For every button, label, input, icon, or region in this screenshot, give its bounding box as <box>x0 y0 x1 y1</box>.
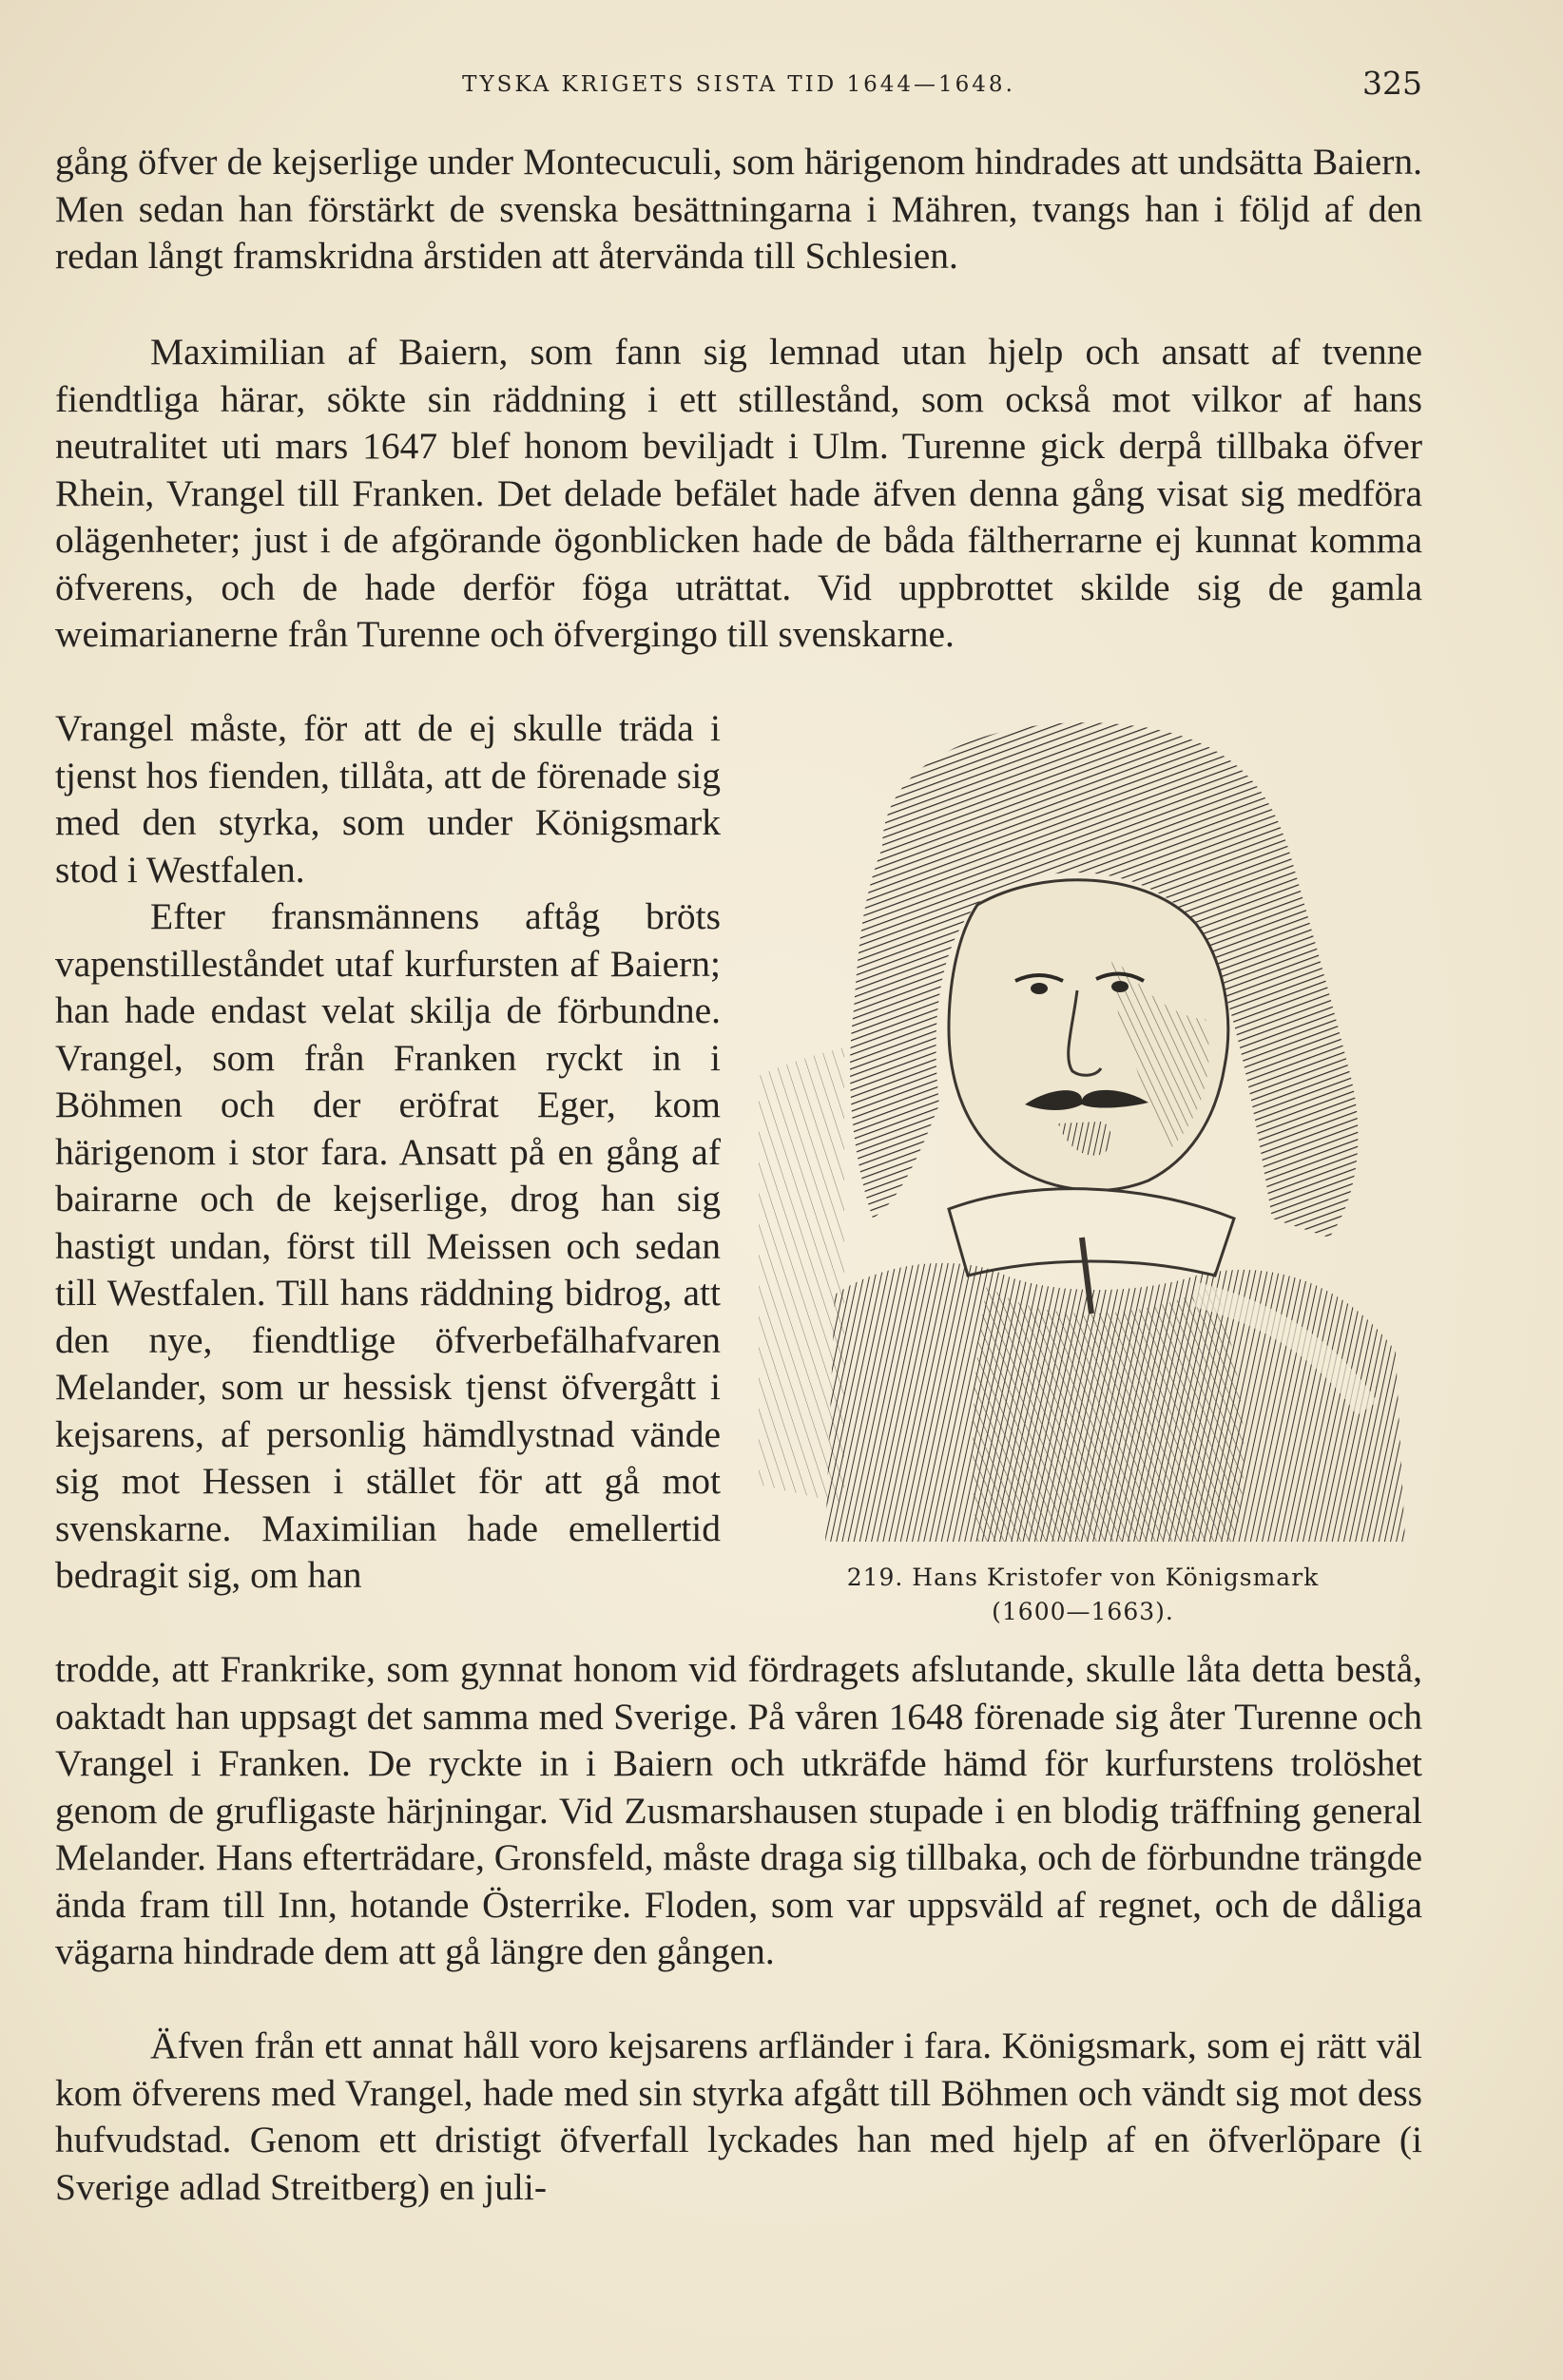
page-header <box>55 65 1422 103</box>
page-number: 325 <box>1362 65 1422 102</box>
paragraph-3-column: Efter fransmännens aftåg bröts vapenstilleståndet utaf kurfursten af Baiern; han hade endast velat skilja de förbundne. Vrangel, som från Franken ryckt in i Böhmen och der eröfrat Eger, kom härigenom i stor fara. Ansatt på en gång af bairarne och de kejserlige, drog han sig hastigt undan, först till Meissen och sedan till Westfalen. Till hans räddning bidrog, att den nye, fiendtlige öfverbefälhafvaren Melander, som ur hessisk tjenst öfvergått i kejsarens, af personlig hämdlystnad vände sig mot Hessen i stället för att gå mot svenskarne. Maximilian hade emellertid bedragit sig, om han <box>55 895 721 1596</box>
paragraph-4: Äfven från ett annat håll voro kejsarens arfländer i fara. Königsmark, som ej rätt väl kom öfverens med Vrangel, hade med sin styrka afgått till Böhmen och vändt sig mot dess hufvudstad. Genom ett dristigt öfverfall lyckades han med hjelp af en öfverlöpare (i Sverige adlad Streitberg) en juli- <box>55 2025 1422 2208</box>
running-title: TYSKA KRIGETS SISTA TID 1644—1648. <box>462 72 1015 97</box>
figure-caption <box>740 1561 1426 1629</box>
caption-dates: (1600—1663). <box>992 1598 1174 1625</box>
paragraph-1: gång öfver de kejserlige under Montecuculi, som härigenom hindrades att undsätta Baiern. Men sedan han förstärkt de svenska besättningarna i Mähren, tvangs han i följd af den redan långt framskridna årstiden att återvända till Schlesien. <box>55 141 1422 277</box>
caption-title: 219. Hans Kristofer von Königsmark <box>846 1564 1320 1591</box>
paragraph-2-continued: Vrangel måste, för att de ej skulle träda i tjenst hos fienden, tillåta, att de förenade sig med den styrka, som under Königsmark stod i Westfalen. <box>55 707 721 891</box>
paragraph-3-continued: trodde, att Frankrike, som gynnat honom vid fördragets afslutande, skulle låta detta bestå, oaktadt han uppsagt det samma med Sverige. På våren 1648 förenade sig åter Turenne och Vrangel i Franken. De ryckte in i Baiern och utkräfde hämd för kurfurstens trolöshet genom de grufligaste härjningar. Vid Zusmarshausen stupade i en blodig träffning general Melander. Hans efterträdare, Gronsfeld, måste draga sig tillbaka, och de förbundne trängde ända fram till Inn, hotande Österrike. Floden, som var uppsväld af regnet, och de dåliga vägarna hindrade dem att gå längre den gången. <box>55 1648 1422 1972</box>
portrait-figure <box>740 705 1426 1656</box>
paragraph-2: Maximilian af Baiern, som fann sig lemnad utan hjelp och ansatt af tvenne fiendtliga härar, sökte sin räddning i ett stillestånd, som också mot vilkor af hans neutralitet uti mars 1647 blef honom beviljadt i Ulm. Turenne gick derpå tillbaka öfver Rhein, Vrangel till Franken. Det delade befälet hade äfven denna gång visat sig medföra olägenheter; just i de afgörande ögonblicken hade de båda fältherrarne ej kunnat komma öfverens, och de hade derför föga uträttat. Vid uppbrottet skilde sig de gamla weimarianerne från Turenne och öfvergingo till svenskarne. <box>55 331 1422 655</box>
portrait-engraving <box>740 705 1426 1551</box>
